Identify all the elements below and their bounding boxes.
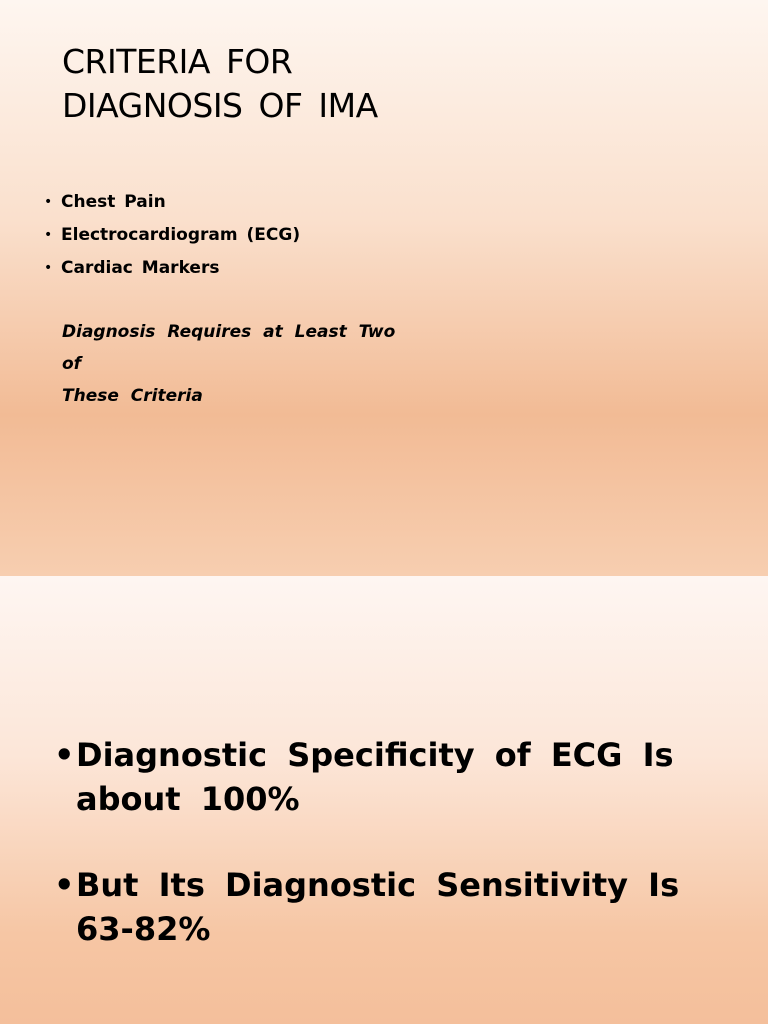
list-item bbox=[54, 733, 694, 821]
list-item bbox=[44, 219, 300, 252]
list-item-label: Chest Pain bbox=[61, 192, 166, 212]
list-item-label: Electrocardiogram (ECG) bbox=[61, 225, 301, 245]
title-line-1: CRITERIA FOR bbox=[62, 42, 293, 81]
ecg-points-list bbox=[54, 733, 694, 993]
bullet-icon: • bbox=[44, 194, 53, 210]
criteria-list bbox=[44, 186, 300, 285]
title-line-2: DIAGNOSIS OF IMA bbox=[62, 86, 378, 125]
point-line-2: 63-82% bbox=[76, 910, 211, 948]
diagnosis-note bbox=[62, 316, 422, 412]
point-line-2: about 100% bbox=[76, 780, 300, 818]
bullet-icon: • bbox=[44, 227, 53, 243]
bullet-icon: • bbox=[54, 866, 75, 904]
slide-title bbox=[62, 40, 702, 128]
point-line-1: Diagnostic Specificity of ECG Is bbox=[76, 736, 674, 774]
note-line-1: Diagnosis Requires at Least Two of bbox=[62, 322, 396, 374]
bullet-icon: • bbox=[44, 260, 53, 276]
list-item bbox=[44, 186, 300, 219]
point-line-1: But Its Diagnostic Sensitivity Is bbox=[76, 866, 680, 904]
note-line-2: These Criteria bbox=[62, 386, 203, 406]
list-item-label: Cardiac Markers bbox=[61, 258, 220, 278]
list-item bbox=[54, 863, 694, 951]
slide-ecg-accuracy bbox=[0, 576, 768, 1024]
bullet-icon: • bbox=[54, 736, 75, 774]
list-item bbox=[44, 252, 300, 285]
